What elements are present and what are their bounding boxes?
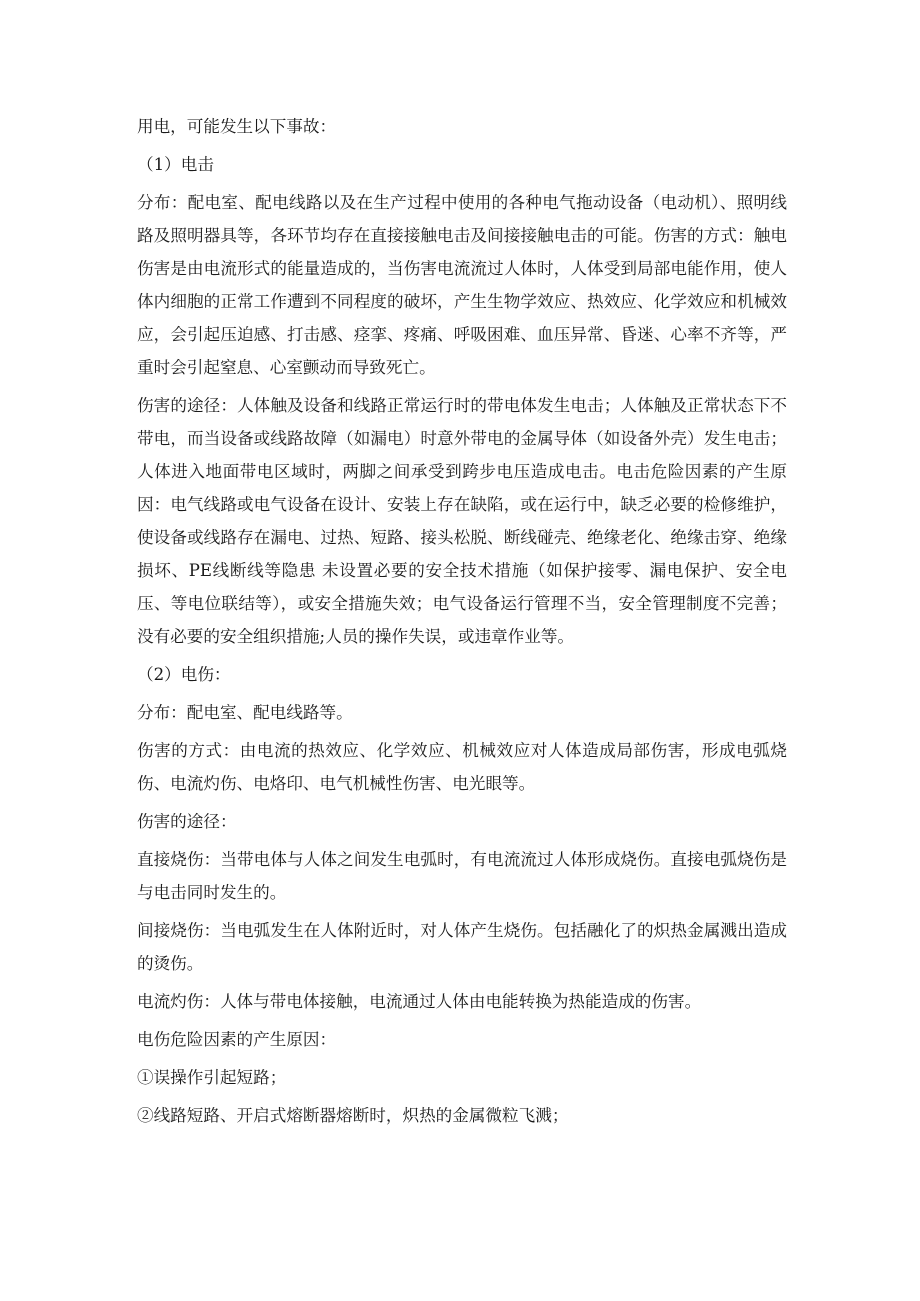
paragraph-injury-distribution: 分布：配电室、配电线路等。 [137,703,353,722]
document-body [137,110,787,1137]
paragraph-injury-method: 伤害的方式：由电流的热效应、化学效应、机械效应对人体造成局部伤害，形成电弧烧伤、电流灼伤、电烙印、电气机械性伤害、电光眼等。 [137,741,787,793]
list-item-cause-2: ②线路短路、开启式熔断器熔断时，炽热的金属微粒飞溅； [137,1106,569,1125]
paragraph-shock-distribution: 分布：配电室、配电线路以及在生产过程中使用的各种电气拖动设备（电动机）、照明线路及照明器具等，各环节均存在直接接触电击及间接接触电击的可能。伤害的方式：触电伤害是由电流形式的能量造成的，当伤害电流流过人体时，人体受到局部电能作用，使人体内细胞的正常工作遭到不同程度的破坏，产生生物学效应、热效应、化学效应和机械效应，会引起压迫感、打击感、痉挛、疼痛、呼吸困难、血压异常、昏迷、心率不齐等，严重时会引起窒息、心室颤动而导致死亡。 [137,193,787,377]
list-item-cause-1: ①误操作引起短路； [137,1068,287,1087]
paragraph-injury-causes-label: 电伤危险因素的产生原因： [137,1030,337,1049]
paragraph-indirect-burn: 间接烧伤：当电弧发生在人体附近时，对人体产生烧伤。包括融化了的炽热金属溅出造成的烫伤。 [137,921,787,973]
paragraph-intro: 用电，可能发生以下事故： [137,117,337,136]
paragraph-shock-pathways: 伤害的途径：人体触及设备和线路正常运行时的带电体发生电击；人体触及正常状态下不带电，而当设备或线路故障（如漏电）时意外带电的金属导体（如设备外壳）发生电击；人体进入地面带电区域时，两脚之间承受到跨步电压造成电击。电击危险因素的产生原因：电气线路或电气设备在设计、安装上存在缺陷，或在运行中，缺乏必要的检修维护，使设备或线路存在漏电、过热、短路、接头松脱、断线碰壳、绝缘老化、绝缘击穿、绝缘损坏、PE线断线等隐患 未设置必要的安全技术措施（如保护接零、漏电保护、安全电压、等电位联结等），或安全措施失效；电气设备运行管理不当，安全管理制度不完善；没有必要的安全组织措施;人员的操作失误，或违章作业等。 [137,396,787,646]
heading-electric-shock: （1）电击 [137,155,214,174]
paragraph-injury-pathways-label: 伤害的途径： [137,812,237,831]
paragraph-direct-burn: 直接烧伤：当带电体与人体之间发生电弧时，有电流流过人体形成烧伤。直接电弧烧伤是与电击同时发生的。 [137,850,787,902]
heading-electric-injury: （2）电伤： [137,665,231,684]
paragraph-current-burn: 电流灼伤：人体与带电体接触，电流通过人体由电能转换为热能造成的伤害。 [137,992,702,1011]
